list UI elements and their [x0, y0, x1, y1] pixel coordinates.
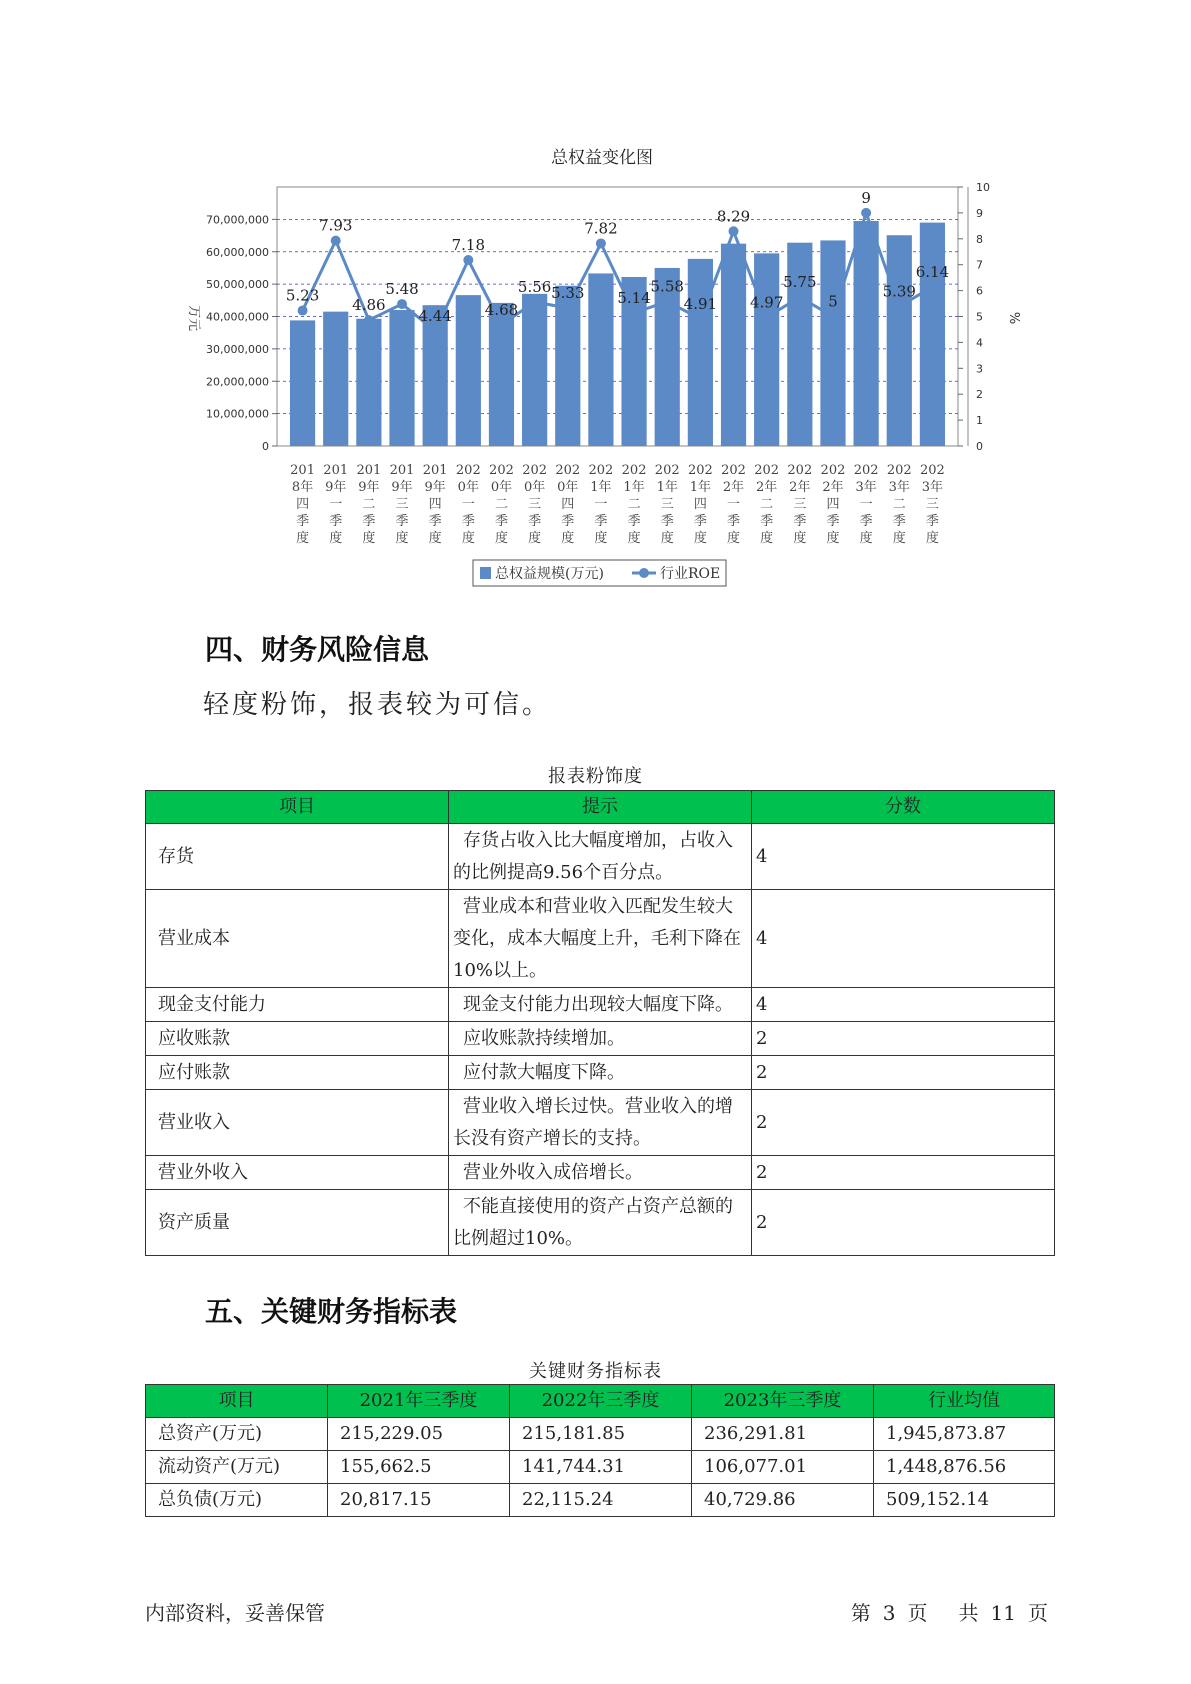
right-tick-label: 7 [976, 258, 983, 272]
x-tick-label-line: 季 [428, 514, 442, 529]
x-tick-label-line: 度 [362, 531, 376, 546]
kpi-cell: 106,077.01 [692, 1451, 874, 1484]
left-tick-label: 60,000,000 [206, 245, 269, 259]
fraud-cell-score: 2 [752, 1022, 1055, 1056]
kpi-table-header [146, 1385, 1055, 1418]
x-tick-label-line: 二 [892, 497, 906, 512]
right-tick-label: 10 [976, 181, 990, 194]
x-tick-label-line: 202 [489, 463, 514, 478]
roe-data-label: 4.97 [749, 293, 784, 312]
legend-line-marker [639, 568, 649, 578]
kpi-cell: 141,744.31 [510, 1451, 692, 1484]
roe-data-label: 5.39 [882, 282, 916, 301]
x-tick-label-line: 9年 [358, 480, 380, 495]
roe-point [729, 226, 739, 236]
x-tick-label-line: 一 [727, 497, 741, 512]
fraud-cell-score: 4 [752, 890, 1055, 988]
right-tick-label: 3 [976, 362, 983, 376]
fraud-cell-tip: 现金支付能力出现较大幅度下降。 [449, 988, 752, 1022]
x-tick-label-line: 2年 [756, 480, 778, 495]
bar [754, 253, 779, 446]
legend-line-label: 行业ROE [660, 566, 721, 582]
x-tick-label-line: 0年 [457, 480, 479, 495]
x-tick-label-line: 四 [561, 497, 575, 512]
roe-data-label: 7.93 [319, 216, 353, 235]
fraud-cell-item: 应付账款 [146, 1056, 449, 1090]
section5-heading: 五、关键财务指标表 [205, 1295, 458, 1328]
x-tick-label-line: 202 [920, 463, 945, 478]
bar [456, 295, 481, 446]
x-tick-label-line: 度 [826, 531, 840, 546]
x-tick-label-line: 二 [760, 497, 774, 512]
kpi-cell: 1,945,873.87 [874, 1418, 1055, 1451]
x-tick-label-line: 9年 [391, 480, 413, 495]
x-tick-label [622, 463, 647, 546]
kpi-cell: 509,152.14 [874, 1484, 1055, 1517]
x-tick-label-line: 季 [461, 514, 475, 529]
x-tick-label-line: 季 [693, 514, 707, 529]
x-tick-label [522, 463, 547, 546]
x-tick-label [854, 463, 879, 546]
x-tick-label [456, 463, 481, 546]
total-suffix: 页 [1028, 1601, 1048, 1625]
fraud-cell-item: 资产质量 [146, 1190, 449, 1256]
x-tick-label [821, 463, 846, 546]
x-tick-label-line: 季 [561, 514, 575, 529]
roe-point [762, 312, 772, 322]
x-tick-label-line: 季 [594, 514, 608, 529]
x-tick-label-line: 201 [290, 463, 315, 478]
bar [588, 273, 613, 446]
x-tick-label-line: 201 [422, 463, 448, 478]
roe-point [662, 296, 672, 306]
left-tick-label: 10,000,000 [206, 407, 269, 421]
fraud-cell-score: 2 [752, 1056, 1055, 1090]
x-tick-label-line: 季 [727, 514, 741, 529]
fraud-table [145, 790, 1055, 1256]
roe-point [364, 315, 374, 325]
roe-data-label: 5.56 [517, 277, 552, 296]
roe-point [795, 292, 805, 302]
roe-data-label: 9 [861, 188, 871, 207]
fraud-cell-tip: 营业成本和营业收入匹配发生较大变化，成本大幅度上升，毛利下降在10%以上。 [449, 890, 752, 988]
kpi-cell: 155,662.5 [328, 1451, 510, 1484]
x-tick-label-line: 三 [528, 497, 542, 512]
bar [688, 259, 713, 446]
fraud-cell-tip: 营业收入增长过快。营业收入的增长没有资产增长的支持。 [449, 1090, 752, 1156]
fraud-cell-item: 营业成本 [146, 890, 449, 988]
x-tick-label-line: 季 [660, 514, 674, 529]
table-row [146, 1156, 1055, 1190]
roe-point [430, 326, 440, 336]
right-tick-label: 1 [976, 414, 983, 428]
table-row [146, 1022, 1055, 1056]
x-tick-label-line: 1年 [656, 480, 678, 495]
x-tick-label-line: 度 [925, 531, 939, 546]
left-tick-label: 40,000,000 [206, 310, 269, 324]
header-cell: 行业均值 [874, 1385, 1055, 1418]
roe-data-label: 4.86 [352, 296, 386, 315]
right-tick-label: 6 [976, 284, 983, 298]
kpi-table [145, 1384, 1055, 1517]
x-tick-label-line: 季 [528, 514, 542, 529]
x-tick-label-line: 202 [787, 463, 813, 478]
x-tick-label-line: 202 [654, 463, 680, 478]
kpi-cell: 20,817.15 [328, 1484, 510, 1517]
kpi-cell: 215,181.85 [510, 1418, 692, 1451]
x-tick-label-line: 季 [296, 514, 310, 529]
kpi-cell: 总负债(万元) [146, 1484, 328, 1517]
x-tick-label-line: 二 [494, 497, 508, 512]
x-tick-label-line: 季 [925, 514, 939, 529]
x-tick-label-line: 一 [329, 497, 343, 512]
x-tick-label [688, 463, 713, 546]
x-tick-label-line: 度 [859, 531, 873, 546]
bar [323, 312, 348, 446]
roe-point [397, 299, 407, 309]
x-tick-label-line: 季 [892, 514, 906, 529]
legend-bar-swatch [480, 567, 491, 579]
x-tick-label-line: 3年 [921, 480, 944, 495]
x-tick-label [754, 463, 779, 546]
x-tick-label-line: 度 [693, 531, 707, 546]
x-tick-label-line: 三 [395, 497, 409, 512]
x-tick-label-line: 三 [925, 497, 939, 512]
x-tick-label-line: 一 [461, 497, 475, 512]
kpi-cell: 215,229.05 [328, 1418, 510, 1451]
fraud-cell-item: 营业外收入 [146, 1156, 449, 1190]
fraud-cell-item: 现金支付能力 [146, 988, 449, 1022]
equity-chart-svg [0, 0, 1191, 600]
header-cell: 2021年三季度 [328, 1385, 510, 1418]
roe-data-label: 4.68 [484, 300, 519, 319]
x-tick-label-line: 二 [627, 497, 641, 512]
roe-point [563, 303, 573, 313]
roe-point [463, 255, 473, 265]
roe-data-label: 5.58 [650, 277, 684, 296]
fraud-cell-item: 存货 [146, 824, 449, 890]
x-tick-label-line: 202 [754, 463, 780, 478]
bar [887, 235, 912, 446]
x-tick-label-line: 202 [820, 463, 846, 478]
x-tick-label-line: 202 [588, 463, 614, 478]
right-tick-label: 9 [976, 206, 983, 220]
fraud-cell-score: 4 [752, 988, 1055, 1022]
x-tick-label-line: 四 [826, 497, 840, 512]
header-cell: 项目 [146, 1385, 328, 1418]
page-number: 3 [882, 1601, 896, 1625]
fraud-cell-score: 4 [752, 824, 1055, 890]
header-cell: 2022年三季度 [510, 1385, 692, 1418]
bar [522, 294, 547, 446]
x-tick-label [423, 463, 448, 546]
right-tick-label: 8 [976, 232, 983, 246]
x-tick-label-line: 季 [859, 514, 873, 529]
x-tick-label-line: 202 [721, 463, 746, 478]
chart-title: 总权益变化图 [551, 148, 653, 168]
roe-point [695, 314, 705, 324]
kpi-table-title: 关键财务指标表 [529, 1361, 662, 1382]
fraud-cell-tip: 存货占收入比大幅度增加，占收入的比例提高9.56个百分点。 [449, 824, 752, 890]
x-tick-label [787, 463, 812, 546]
x-tick-label-line: 季 [395, 514, 409, 529]
page-suffix: 页 [907, 1601, 928, 1625]
kpi-cell: 40,729.86 [692, 1484, 874, 1517]
x-tick-label-line: 201 [356, 463, 382, 478]
x-tick-label-line: 度 [461, 531, 475, 546]
left-tick-label: 20,000,000 [206, 375, 269, 389]
kpi-cell: 流动资产(万元) [146, 1451, 328, 1484]
table-row [146, 1090, 1055, 1156]
header-cell: 分数 [752, 791, 1055, 824]
x-tick-label-line: 季 [826, 514, 840, 529]
fraud-cell-item: 应收账款 [146, 1022, 449, 1056]
roe-data-label: 5.75 [783, 273, 817, 292]
x-tick-label [489, 463, 514, 546]
roe-data-label: 7.82 [584, 219, 618, 238]
x-tick-label-line: 度 [395, 531, 409, 546]
roe-point [927, 282, 937, 292]
x-tick-label-line: 三 [793, 497, 807, 512]
table-row [146, 1484, 1055, 1517]
right-tick-label: 4 [976, 336, 983, 350]
total-prefix: 共 [958, 1601, 979, 1625]
x-tick-label-line: 四 [428, 497, 442, 512]
x-tick-label-line: 2年 [789, 480, 811, 495]
roe-point [894, 301, 904, 311]
x-tick-label-line: 度 [660, 531, 674, 546]
table-row [146, 1190, 1055, 1256]
header-cell: 2023年三季度 [692, 1385, 874, 1418]
x-tick-label [356, 463, 381, 546]
table-row [146, 1418, 1055, 1451]
x-tick-label-line: 度 [296, 531, 310, 546]
x-tick-label [290, 463, 315, 546]
fraud-cell-tip: 应收账款持续增加。 [449, 1022, 752, 1056]
roe-point [596, 238, 606, 248]
x-tick-label-line: 8年 [291, 480, 314, 495]
x-tick-label-line: 2年 [722, 480, 745, 495]
header-cell: 项目 [146, 791, 449, 824]
x-tick-label-line: 0年 [557, 480, 579, 495]
bar [356, 319, 381, 446]
x-tick-label-line: 度 [494, 531, 508, 546]
roe-data-label: 5.14 [617, 288, 651, 307]
x-tick-label-line: 四 [693, 497, 707, 512]
right-tick-label: 0 [976, 440, 983, 453]
x-tick-label-line: 201 [389, 463, 415, 478]
fraud-cell-score: 2 [752, 1090, 1055, 1156]
fraud-cell-item: 营业收入 [146, 1090, 449, 1156]
x-tick-label-line: 二 [362, 497, 376, 512]
x-tick-label-line: 1年 [590, 480, 612, 495]
roe-data-label: 4.91 [683, 294, 718, 313]
bar [290, 320, 315, 446]
roe-data-label: 4.44 [418, 307, 452, 326]
x-tick-label-line: 202 [886, 463, 912, 478]
x-tick-label [920, 463, 945, 546]
x-tick-label [589, 463, 614, 546]
x-tick-label-line: 9年 [424, 480, 446, 495]
x-tick-label-line: 1年 [623, 480, 645, 495]
left-axis-label: 万元 [186, 304, 201, 332]
x-tick-label-line: 202 [853, 463, 879, 478]
bar [920, 223, 945, 446]
roe-data-label: 5 [828, 292, 838, 311]
x-tick-label-line: 202 [687, 463, 713, 478]
bar [854, 221, 879, 446]
x-tick-label-line: 度 [892, 531, 906, 546]
x-tick-label-line: 度 [561, 531, 575, 546]
x-tick-label-line: 度 [627, 531, 641, 546]
x-tick-label [887, 463, 912, 546]
x-tick-label-line: 季 [793, 514, 807, 529]
x-tick-label-line: 季 [329, 514, 343, 529]
x-tick-label-line: 202 [621, 463, 647, 478]
x-tick-label-line: 0年 [523, 480, 546, 495]
x-tick-label-line: 202 [522, 463, 548, 478]
x-tick-label-line: 度 [760, 531, 774, 546]
header-cell: 提示 [449, 791, 752, 824]
x-tick-label-line: 度 [428, 531, 442, 546]
table-row [146, 988, 1055, 1022]
kpi-cell: 22,115.24 [510, 1484, 692, 1517]
right-tick-label: 2 [976, 388, 983, 402]
section4-heading: 四、财务风险信息 [205, 633, 430, 666]
fraud-cell-tip: 应付款大幅度下降。 [449, 1056, 752, 1090]
x-tick-label-line: 2年 [822, 480, 844, 495]
x-tick-label [390, 463, 415, 546]
fraud-cell-tip: 不能直接使用的资产占资产总额的比例超过10%。 [449, 1190, 752, 1256]
roe-data-label: 7.18 [451, 236, 486, 255]
bar [389, 310, 414, 446]
fraud-cell-score: 2 [752, 1190, 1055, 1256]
fraud-cell-tip: 营业外收入成倍增长。 [449, 1156, 752, 1190]
fraud-cell-score: 2 [752, 1156, 1055, 1190]
x-tick-label-line: 201 [323, 463, 349, 478]
x-tick-label-line: 3年 [855, 480, 877, 495]
roe-point [496, 320, 506, 330]
x-tick-label-line: 度 [727, 531, 741, 546]
x-tick-label-line: 度 [528, 531, 542, 546]
bar [721, 244, 746, 446]
roe-point [530, 297, 540, 307]
roe-data-label: 5.23 [285, 286, 320, 305]
fraud-table-header [146, 791, 1055, 824]
right-tick-label: 5 [976, 310, 983, 324]
left-tick-label: 30,000,000 [206, 342, 269, 356]
x-tick-label-line: 季 [760, 514, 774, 529]
x-tick-label-line: 度 [793, 531, 807, 546]
risk-summary: 轻度粉饰，报表较为可信。 [203, 690, 552, 720]
legend-bar-label: 总权益规模(万元) [495, 566, 604, 582]
page-indicator [845, 1597, 1054, 1626]
x-tick-label-line: 1年 [689, 480, 712, 495]
bar [820, 240, 845, 446]
roe-point [828, 312, 838, 322]
page-prefix: 第 [850, 1601, 871, 1625]
x-tick-label-line: 0年 [490, 480, 513, 495]
x-tick-label-line: 一 [594, 497, 608, 512]
total-pages: 11 [990, 1601, 1016, 1625]
x-tick-label-line: 季 [627, 514, 641, 529]
kpi-cell: 236,291.81 [692, 1418, 874, 1451]
roe-point [298, 306, 308, 316]
x-tick-label [555, 463, 580, 546]
roe-data-label: 6.14 [915, 262, 950, 281]
roe-data-label: 5.48 [385, 280, 419, 299]
x-tick-label-line: 季 [362, 514, 376, 529]
roe-point [861, 208, 871, 218]
left-tick-label: 70,000,000 [206, 213, 269, 227]
x-tick-label [323, 463, 348, 546]
kpi-cell: 总资产(万元) [146, 1418, 328, 1451]
table-row [146, 890, 1055, 988]
table-row [146, 1056, 1055, 1090]
x-tick-label [655, 463, 680, 546]
table-row [146, 824, 1055, 890]
roe-data-label: 8.29 [716, 207, 751, 226]
x-tick-label-line: 3年 [888, 480, 910, 495]
x-tick-label-line: 202 [455, 463, 481, 478]
x-tick-label [721, 463, 746, 546]
left-tick-label: 0 [262, 440, 269, 453]
x-tick-label-line: 度 [594, 531, 608, 546]
x-tick-label-line: 季 [494, 514, 508, 529]
x-tick-label-line: 三 [660, 497, 674, 512]
confidential-note: 内部资料，妥善保管 [145, 1601, 325, 1625]
roe-point [331, 236, 341, 246]
roe-point [629, 308, 639, 318]
kpi-cell: 1,448,876.56 [874, 1451, 1055, 1484]
fraud-table-title: 报表粉饰度 [548, 766, 643, 787]
roe-data-label: 5.33 [551, 283, 585, 302]
x-tick-label-line: 度 [329, 531, 343, 546]
x-tick-label-line: 四 [296, 497, 310, 512]
x-tick-label-line: 202 [555, 463, 581, 478]
x-tick-label-line: 9年 [325, 480, 347, 495]
equity-chart [0, 0, 1191, 600]
table-row [146, 1451, 1055, 1484]
x-tick-label-line: 一 [859, 497, 873, 512]
right-axis-label: % [1006, 311, 1021, 325]
left-tick-label: 50,000,000 [206, 278, 269, 292]
